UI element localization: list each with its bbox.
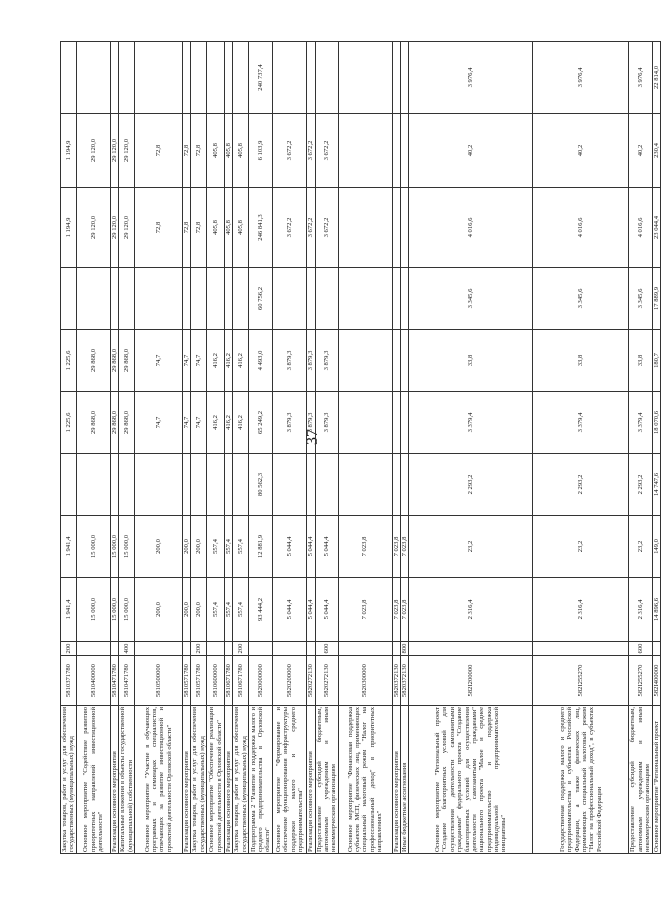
row-value: 72,8: [182, 188, 190, 268]
row-value: [119, 454, 135, 516]
row-value: [338, 188, 392, 268]
row-value: 29 120,0: [110, 114, 118, 188]
row-value: 200,0: [191, 516, 207, 578]
row-value: [401, 268, 409, 330]
row-value: 29 120,0: [76, 188, 110, 268]
row-value: 29 868,0: [76, 330, 110, 392]
row-value: 405,8: [207, 114, 225, 188]
row-value: 2 293,2: [533, 454, 629, 516]
row-value: 7 023,8: [392, 516, 400, 578]
row-value: 29 868,0: [119, 392, 135, 454]
row-value: 240 737,4: [249, 42, 273, 114]
row-code: 5810400000: [76, 656, 110, 706]
row-value: [225, 42, 233, 114]
row-code: 5820272130: [315, 656, 338, 706]
table-row: [338, 42, 392, 854]
row-value: 29 868,0: [110, 330, 118, 392]
row-value: [338, 114, 392, 188]
row-code: 5810671780: [225, 656, 233, 706]
table-row: [315, 42, 338, 854]
row-description: Предоставление субсидий бюджетным, автономным учреждениям и иным некоммерческим организациям: [315, 707, 338, 852]
row-expense-type: [207, 642, 225, 656]
row-value: 3 672,2: [273, 188, 307, 268]
row-value: 3 379,4: [629, 392, 652, 454]
row-value: 23,2: [629, 516, 652, 578]
row-value: 3 879,3: [307, 392, 315, 454]
row-value: [110, 268, 118, 330]
row-value: [110, 454, 118, 516]
row-value: [225, 268, 233, 330]
row-expense-type: 200: [61, 642, 77, 656]
row-expense-type: 800: [401, 642, 409, 656]
row-value: 29 120,0: [119, 114, 135, 188]
row-value: 405,8: [225, 114, 233, 188]
row-value: [338, 268, 392, 330]
row-value: [273, 454, 307, 516]
row-value: 3 672,2: [307, 114, 315, 188]
row-value: 72,8: [191, 188, 207, 268]
row-value: 3 879,3: [307, 330, 315, 392]
row-value: 3 379,4: [409, 392, 533, 454]
row-description: Основное мероприятие "Обеспечение реализации проектной деятельности в Орловской области": [208, 707, 223, 852]
row-code: 5820372130: [392, 656, 400, 706]
row-value: [392, 330, 400, 392]
row-value: [392, 392, 400, 454]
row-value: [182, 42, 190, 114]
table-row: [61, 42, 77, 854]
row-code: 5810600000: [207, 656, 225, 706]
table-row: [273, 42, 307, 854]
row-value: 14 896,6: [652, 578, 660, 642]
row-value: 7 023,8: [401, 578, 409, 642]
row-value: [233, 454, 249, 516]
row-value: [225, 454, 233, 516]
row-value: [401, 330, 409, 392]
row-value: 1 194,9: [61, 188, 77, 268]
row-value: [61, 42, 77, 114]
row-value: 18 070,6: [652, 392, 660, 454]
row-value: 4 016,6: [533, 188, 629, 268]
row-value: 3 879,3: [273, 392, 307, 454]
row-value: 2 293,2: [409, 454, 533, 516]
table-row: [225, 42, 233, 854]
row-expense-type: 400: [119, 642, 135, 656]
row-description: Предоставление субсидий бюджетным, автономным учреждениям и иным некоммерческим организациям: [629, 707, 652, 852]
row-value: 149,0: [652, 516, 660, 578]
row-value: 40,2: [533, 114, 629, 188]
row-value: [392, 114, 400, 188]
row-value: [134, 268, 182, 330]
row-value: 23,2: [409, 516, 533, 578]
row-value: [207, 454, 225, 516]
table-row: [392, 42, 400, 854]
row-value: 416,2: [207, 330, 225, 392]
row-value: [315, 454, 338, 516]
row-value: 557,4: [207, 578, 225, 642]
row-expense-type: [652, 642, 660, 656]
row-value: 1 941,4: [61, 516, 77, 578]
table-row: [533, 42, 629, 854]
row-value: [273, 268, 307, 330]
row-value: 60 756,2: [249, 268, 273, 330]
row-description: Капитальные вложения в объекты государственной (муниципальной) собственности: [119, 707, 134, 852]
row-value: 3 976,4: [629, 42, 652, 114]
row-value: 3 672,2: [315, 188, 338, 268]
row-value: [315, 268, 338, 330]
row-value: 416,2: [233, 330, 249, 392]
row-expense-type: [249, 642, 273, 656]
row-expense-type: [338, 642, 392, 656]
row-value: 15 000,0: [119, 516, 135, 578]
row-value: 200,0: [182, 578, 190, 642]
row-expense-type: [409, 642, 533, 656]
row-expense-type: 600: [315, 642, 338, 656]
row-expense-type: 600: [629, 642, 652, 656]
row-value: 15 000,0: [76, 578, 110, 642]
row-value: [401, 188, 409, 268]
row-value: 557,4: [225, 578, 233, 642]
row-description: Государственная поддержка малого и среднего предпринимательства в субъектах Российской Федерации, а также физических лиц, применяющих специальный налоговый режим "Налог на профессиональный доход", в субъектах Российской Федерации: [533, 706, 629, 854]
row-value: [401, 42, 409, 114]
table-row: [134, 42, 182, 854]
row-value: 405,8: [225, 188, 233, 268]
row-code: 5820000000: [249, 656, 273, 706]
row-value: [207, 268, 225, 330]
row-value: [76, 268, 110, 330]
row-value: 74,7: [182, 330, 190, 392]
row-value: 72,8: [182, 114, 190, 188]
row-description: Основное мероприятие "Участие в обучающих программах и семинарах специалистов, отвечающих за развитие инвестиционной и проектной деятельности Орловской области": [134, 706, 182, 854]
row-value: 15 000,0: [119, 578, 135, 642]
row-description: Основное мероприятие "Финансовая поддержка субъектов МСП, физических лиц, применяющих специальный налоговый режим "Налог на профессиональный доход" в приоритетных направлениях": [338, 706, 392, 854]
row-value: [182, 454, 190, 516]
row-value: [338, 42, 392, 114]
row-code: 5810571780: [182, 656, 190, 706]
table-row: [191, 42, 207, 854]
row-value: 4 016,6: [409, 188, 533, 268]
table-row: [629, 42, 652, 854]
budget-table: [60, 41, 661, 854]
table-row: [233, 42, 249, 854]
row-description: Основное мероприятие "Содействие развитию приоритетных направлений инвестиционной деятельности": [76, 706, 110, 854]
row-value: [191, 268, 207, 330]
row-code: 5820272130: [307, 656, 315, 706]
row-code: 582I255270: [629, 656, 652, 706]
row-expense-type: 200: [233, 642, 249, 656]
row-expense-type: [76, 642, 110, 656]
row-value: 1 225,6: [61, 330, 77, 392]
row-value: 7 023,8: [338, 578, 392, 642]
row-value: 557,4: [233, 578, 249, 642]
row-value: 246 841,3: [249, 188, 273, 268]
row-expense-type: [392, 642, 400, 656]
row-code: 5810471780: [110, 656, 118, 706]
row-value: 2 316,4: [409, 578, 533, 642]
row-value: 7 023,8: [401, 516, 409, 578]
row-description: Закупка товаров, работ и услуг для обеспечения государственных (муниципальных) нужд: [233, 707, 248, 852]
row-value: 65 249,2: [249, 392, 273, 454]
row-value: 200,0: [134, 578, 182, 642]
row-value: 4 016,6: [629, 188, 652, 268]
row-value: [401, 454, 409, 516]
row-value: 557,4: [207, 516, 225, 578]
row-value: [119, 268, 135, 330]
row-description: Закупка товаров, работ и услуг для обеспечения государственных (муниципальных) нужд: [61, 707, 76, 852]
row-value: [76, 42, 110, 114]
row-description: Основное мероприятие "Региональный проект: [652, 706, 660, 854]
row-value: 230,4: [652, 114, 660, 188]
row-value: 3 345,6: [409, 268, 533, 330]
row-value: 74,7: [191, 392, 207, 454]
row-value: 3 672,2: [307, 188, 315, 268]
row-value: 72,8: [134, 188, 182, 268]
row-value: 29 120,0: [119, 188, 135, 268]
table-body: [61, 42, 661, 854]
row-description: Реализация основного мероприятия: [392, 706, 400, 854]
row-value: [392, 268, 400, 330]
row-value: [61, 454, 77, 516]
row-value: 3 379,4: [533, 392, 629, 454]
row-value: 180,7: [652, 330, 660, 392]
row-code: 5820372130: [401, 656, 409, 706]
row-value: 3 345,6: [629, 268, 652, 330]
row-value: [307, 42, 315, 114]
rotated-table-container: [60, 42, 660, 854]
row-value: 557,4: [233, 516, 249, 578]
row-value: [307, 454, 315, 516]
row-value: 17 889,9: [652, 268, 660, 330]
row-value: [233, 42, 249, 114]
row-value: 12 881,9: [249, 516, 273, 578]
row-value: 33,8: [409, 330, 533, 392]
row-value: 33,8: [629, 330, 652, 392]
row-value: 3 879,3: [273, 330, 307, 392]
row-value: [392, 42, 400, 114]
row-value: 29 868,0: [110, 392, 118, 454]
row-value: 5 044,4: [273, 516, 307, 578]
row-description: Реализация основного мероприятия: [307, 706, 315, 854]
row-value: 405,8: [233, 188, 249, 268]
row-value: 15 000,0: [110, 516, 118, 578]
row-value: 3 672,2: [273, 114, 307, 188]
page-number: 37: [304, 429, 321, 445]
row-value: 74,7: [134, 392, 182, 454]
row-value: 93 444,2: [249, 578, 273, 642]
row-value: [191, 42, 207, 114]
row-value: 23 044,4: [652, 188, 660, 268]
row-value: [134, 42, 182, 114]
row-value: [392, 188, 400, 268]
row-value: 5 044,4: [315, 578, 338, 642]
table-row: [401, 42, 409, 854]
row-value: [338, 392, 392, 454]
table-row: [249, 42, 273, 854]
row-value: 6 103,9: [249, 114, 273, 188]
row-value: [119, 42, 135, 114]
row-expense-type: [182, 642, 190, 656]
row-expense-type: [273, 642, 307, 656]
row-value: [233, 268, 249, 330]
row-value: 3 672,2: [315, 114, 338, 188]
row-value: 7 023,8: [338, 516, 392, 578]
row-value: 29 868,0: [119, 330, 135, 392]
row-code: 5820300000: [338, 656, 392, 706]
row-value: [338, 454, 392, 516]
row-value: [134, 454, 182, 516]
row-code: 582I200000: [409, 656, 533, 706]
row-value: 2 316,4: [629, 578, 652, 642]
row-description: Закупка товаров, работ и услуг для обеспечения государственных (муниципальных) нужд: [191, 707, 206, 852]
row-code: 582I255270: [533, 656, 629, 706]
row-value: 200,0: [191, 578, 207, 642]
row-value: 416,2: [225, 330, 233, 392]
row-description: Основное мероприятие "Региональный проект "Создание благоприятных условий для осуществления деятельности самозанятыми гражданами" федерального проекта "Создание благоприятных условий для осуществления деятельности самозанятыми гражданами" национального проекта "Малое и среднее предпринимательство и поддержка индивидуальной предпринимательской инициативы": [409, 706, 533, 854]
row-value: 3 976,4: [533, 42, 629, 114]
row-value: [191, 454, 207, 516]
row-value: 416,2: [207, 392, 225, 454]
row-value: 557,4: [225, 516, 233, 578]
row-value: 3 879,3: [315, 392, 338, 454]
row-value: 40,2: [629, 114, 652, 188]
row-value: [61, 268, 77, 330]
row-code: 5820200000: [273, 656, 307, 706]
row-value: 200,0: [134, 516, 182, 578]
row-value: 200,0: [182, 516, 190, 578]
row-value: 29 120,0: [76, 114, 110, 188]
row-value: 4 493,0: [249, 330, 273, 392]
table-row: [652, 42, 660, 854]
table-row: [119, 42, 135, 854]
row-code: 5810471780: [119, 656, 135, 706]
row-description: Реализация основного мероприятия: [225, 706, 233, 854]
table-row: [76, 42, 110, 854]
row-value: 14 747,6: [652, 454, 660, 516]
row-value: 15 000,0: [76, 516, 110, 578]
row-value: 1 194,9: [61, 114, 77, 188]
row-value: [315, 42, 338, 114]
table-row: [207, 42, 225, 854]
row-value: [110, 42, 118, 114]
row-value: 29 868,0: [76, 392, 110, 454]
row-value: 3 345,6: [533, 268, 629, 330]
row-value: 7 023,8: [392, 578, 400, 642]
row-value: 74,7: [134, 330, 182, 392]
row-value: [76, 454, 110, 516]
table-row: [110, 42, 118, 854]
row-code: 582I400000: [652, 656, 660, 706]
row-value: 74,7: [191, 330, 207, 392]
row-value: 5 044,4: [273, 578, 307, 642]
row-value: 416,2: [233, 392, 249, 454]
row-code: 5810571780: [191, 656, 207, 706]
row-value: [307, 268, 315, 330]
row-value: 72,8: [191, 114, 207, 188]
row-expense-type: [110, 642, 118, 656]
row-expense-type: [225, 642, 233, 656]
row-value: 23,2: [533, 516, 629, 578]
row-value: 2 316,4: [533, 578, 629, 642]
row-description: Подпрограмма 2 "Развитие и поддержка малого и среднего предпринимательства в Орловской области": [249, 707, 272, 852]
row-value: 405,8: [207, 188, 225, 268]
row-expense-type: [307, 642, 315, 656]
table-row: [409, 42, 533, 854]
row-expense-type: [134, 642, 182, 656]
row-value: 5 044,4: [307, 578, 315, 642]
row-code: 5810500000: [134, 656, 182, 706]
row-value: 405,8: [233, 114, 249, 188]
row-description: Реализация основного мероприятия: [110, 706, 118, 854]
row-value: [338, 330, 392, 392]
row-description: Основное мероприятие "Формирование и обеспечение функционирования инфраструктуры поддержки малого и среднего предпринимательства": [273, 706, 307, 854]
row-value: [207, 42, 225, 114]
row-value: [182, 268, 190, 330]
row-value: 3 879,3: [315, 330, 338, 392]
row-value: 80 562,3: [249, 454, 273, 516]
row-value: 72,8: [134, 114, 182, 188]
row-value: [273, 42, 307, 114]
row-value: 74,7: [182, 392, 190, 454]
row-description: Реализация основного мероприятия: [182, 706, 190, 854]
row-value: 40,2: [409, 114, 533, 188]
row-value: [401, 392, 409, 454]
table-row: [307, 42, 315, 854]
row-value: 5 044,4: [315, 516, 338, 578]
table-row: [182, 42, 190, 854]
row-description: Иные бюджетные ассигнования: [401, 706, 409, 854]
row-value: 5 044,4: [307, 516, 315, 578]
row-code: 5810671780: [233, 656, 249, 706]
row-value: 33,8: [533, 330, 629, 392]
row-expense-type: [533, 642, 629, 656]
row-value: 1 941,4: [61, 578, 77, 642]
row-value: [401, 114, 409, 188]
row-value: 15 000,0: [110, 578, 118, 642]
row-value: 29 120,0: [110, 188, 118, 268]
row-value: [392, 454, 400, 516]
row-value: 2 293,2: [629, 454, 652, 516]
row-value: 3 976,4: [409, 42, 533, 114]
row-code: 5810371780: [61, 656, 77, 706]
row-value: 416,2: [225, 392, 233, 454]
row-expense-type: 200: [191, 642, 207, 656]
row-value: 1 225,6: [61, 392, 77, 454]
row-value: 22 814,0: [652, 42, 660, 114]
